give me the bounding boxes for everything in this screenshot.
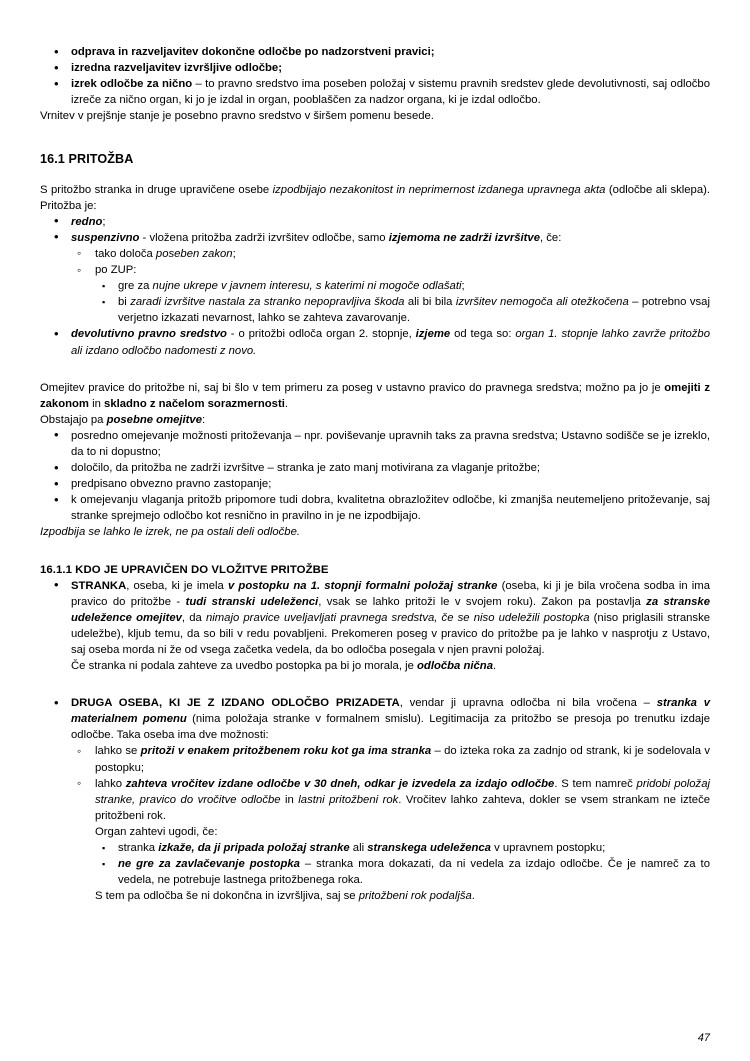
list-item: ◦ po ZUP: — [40, 262, 710, 278]
section-heading-16-1: 16.1 PRITOŽBA — [40, 152, 134, 167]
suspenzivno-conditions-list — [40, 246, 710, 278]
list-item: ◦ tako določa poseben zakon; — [40, 246, 710, 262]
special-limits-list — [40, 428, 710, 525]
stranka-bullet-list — [40, 578, 710, 658]
list-item: • DRUGA OSEBA, KI JE Z IZDANO ODLOČBO PRIZADETA, vendar ji upravna odločba ni bila vročena – stranka v materialnem pomenu (nima položaja stranke v formalnem smislu). Legitimacija za pritožbo se presoja po trenutku izdaje odločbe. Taka oseba ima dve možnosti: — [40, 695, 710, 743]
organ-closing-paragraph: S tem pa odločba še ni dokončna in izvršljiva, saj se pritožbeni rok podaljša. — [95, 890, 475, 903]
list-item: • določilo, da pritožba ne zadrži izvršitve – stranka je zato manj motivirana za vlaganje pritožbe; — [40, 460, 710, 476]
spacer — [40, 674, 710, 695]
limits-intro-paragraph: Obstajajo pa posebne omejitve: — [40, 413, 206, 426]
list-item: • k omejevanju vlaganja pritožb pripomore tudi dobra, kvalitetna obrazložitev odločbe, ki zmanjša neutemeljeno pritoževanje, saj stranke sprejmejo odločbo kot resnično in pravilno in je ne izpodbijajo. — [40, 492, 710, 524]
list-item: • izredna razveljavitev izvršljive odločbe; — [40, 60, 710, 76]
pritozba-attributes-list — [40, 214, 710, 246]
document-body — [40, 44, 710, 904]
stranka-followup-paragraph: Če stranka ni podala zahteve za uvedbo postopka pa bi jo morala, je odločba nična. — [71, 660, 497, 673]
section-heading-16-1-1: 16.1.1 KDO JE UPRAVIČEN DO VLOŽITVE PRITOŽBE — [40, 563, 329, 576]
list-item: ▪ bi zaradi izvršitve nastala za stranko nepopravljiva škoda ali bi bila izvršitev nemogoča ali otežkočena – potrebno vsaj verjetno izkazati nevarnost, lahko se zahteva zavarovanje. — [40, 294, 710, 326]
limits-closing-paragraph: Izpodbija se lahko le izrek, ne pa ostali deli odločbe. — [40, 526, 300, 539]
list-item: • redno; — [40, 214, 710, 230]
spacer — [40, 541, 710, 562]
list-item: • izrek odločbe za nično – to pravno sredstvo ima poseben položaj v sistemu pravnih sredstev glede devolutivnosti, saj odločbo izreče za nično organ, ki jo je izdal in organ, pooblaščen za nadzor organa, ki je izdal odločbo. — [40, 76, 710, 108]
list-item: • suspenzivno - vložena pritožba zadrži izvršitev odločbe, samo izjemoma ne zadrži izvršitve, če: — [40, 230, 710, 246]
list-item: ◦ lahko se pritoži v enakem pritožbenem roku kot ga ima stranka – do izteka roka za zadnjo od strank, ki je sodelovala v postopku; — [40, 743, 710, 775]
spacer — [40, 359, 710, 380]
intro-bullet-list — [40, 44, 710, 108]
list-item: • posredno omejevanje možnosti pritoževanja – npr. poviševanje upravnih taks za pravna sredstva; Ustavno sodišče se je izreklo, da to ni dopustno; — [40, 428, 710, 460]
devolutivno-bullet-list — [40, 326, 710, 358]
list-item: ▪ gre za nujne ukrepe v javnem interesu, s katerimi ni mogoče odlašati; — [40, 278, 710, 294]
page-number: 47 — [697, 1032, 710, 1044]
list-item: • STRANKA, oseba, ki je imela v postopku na 1. stopnji formalni položaj stranke (oseba, ki ji je bila vročena sodba in ima pravico do pritožbe - tudi stranski udeleženci, vsak se lahko pritoži le v svojem roku). Zakon pa postavlja za stranske udeležence omejitev, da nimajo pravice uveljavljati pravnega sredstva, če se niso udeležili postopka (niso priglasili stranske udeležbe), kljub temu, da so bili v redu povabljeni. Prekomeren poseg v pravico do pritožbe pa je lahko v nasprotju z Ustavo, saj oseba morda ni že od vsega začetka vedela, da bo odločba posegala v njen pravni položaj. — [40, 578, 710, 658]
spacer — [40, 168, 710, 182]
organ-intro-paragraph: Organ zahtevi ugodi, če: — [95, 825, 218, 838]
list-item: • predpisano obvezno pravno zastopanje; — [40, 476, 710, 492]
organ-conditions-list — [40, 840, 710, 888]
list-item: ▪ ne gre za zavlačevanje postopka – stranka mora dokazati, da ni vedela za izdajo odločbe. Če je namreč za to vedela, ne potrebuje lastnega pritožbenega roka. — [40, 856, 710, 888]
intro-closing-paragraph: Vrnitev v prejšnje stanje je posebno pravno sredstvo v širšem pomenu besede. — [40, 110, 434, 123]
list-item: ◦ lahko zahteva vročitev izdane odločbe v 30 dneh, odkar je izvedela za izdajo odločbe. S tem namreč pridobi položaj stranke, pravico do vročitve odločbe in lastni pritožbeni rok. Vročitev lahko zahteva, dokler se vsem strankam ne izteče pritožbeni rok. — [40, 776, 710, 824]
list-item: • odprava in razveljavitev dokončne odločbe po nadzorstveni pravici; — [40, 44, 710, 60]
list-item: • devolutivno pravno sredstvo - o pritožbi odloča organ 2. stopnje, izjeme od tega so: organ 1. stopnje lahko zavrže pritožbo ali izdano odločbo nadomesti z novo. — [40, 326, 710, 358]
limits-paragraph: Omejitev pravice do pritožbe ni, saj bi šlo v tem primeru za poseg v ustavno pravico do pravnega sredstva; možno pa jo je omejiti z zakonom in skladno z načelom sorazmernosti. — [40, 381, 710, 410]
list-item: ▪ stranka izkaže, da ji pripada položaj stranke ali stranskega udeleženca v upravnem postopku; — [40, 840, 710, 856]
spacer — [40, 124, 710, 151]
zup-conditions-list — [40, 278, 710, 326]
druga-oseba-bullet-list — [40, 695, 710, 743]
section-16-1-lead-paragraph: S pritožbo stranka in druge upravičene osebe izpodbijajo nezakonitost in neprimernost izdanega upravnega akta (odločbe ali sklepa). Pritožba je: — [40, 183, 711, 212]
druga-oseba-options-list — [40, 743, 710, 823]
